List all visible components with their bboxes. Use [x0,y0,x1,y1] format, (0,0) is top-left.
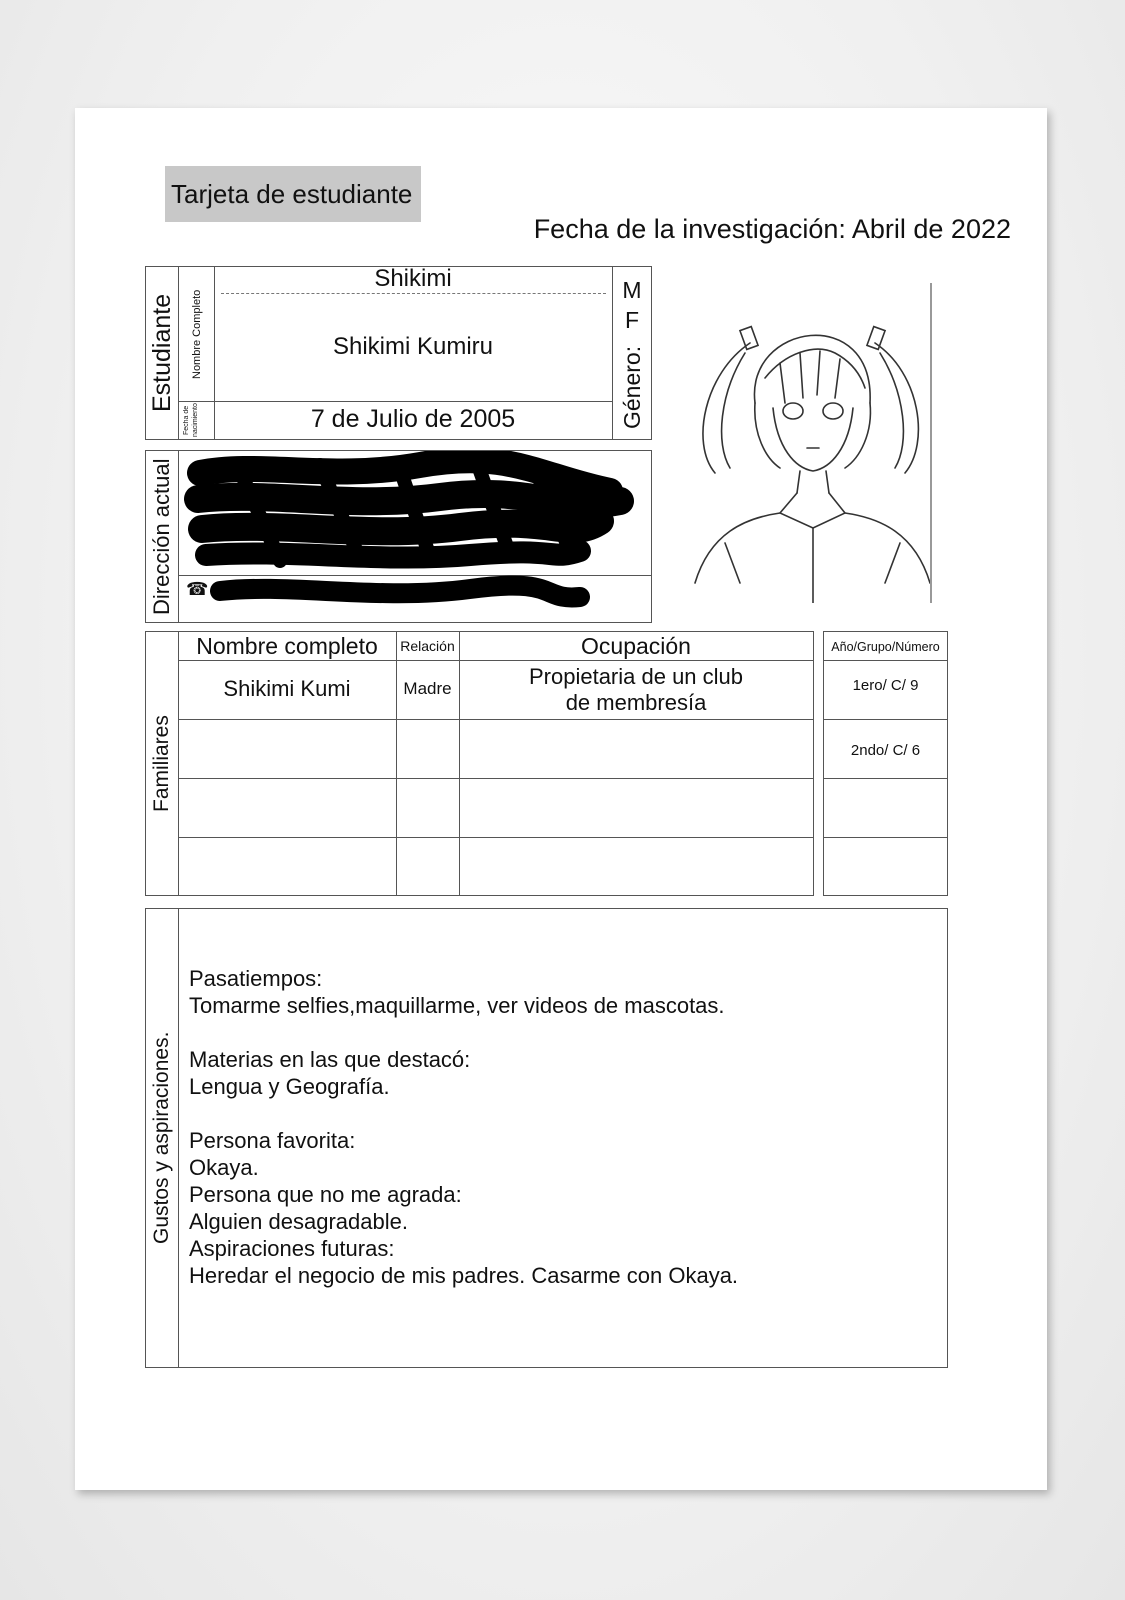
family-header-relation: Relación [400,638,455,654]
interests-box [145,908,948,1368]
name-furigana: Shikimi [374,265,452,292]
occupation-line-2: de membresía [565,690,707,715]
aspirations-value: Heredar el negocio de mis padres. Casarme con Okaya. [189,1263,739,1288]
family-member-relation: Madre [403,679,452,698]
aspirations-label: Aspiraciones futuras: [189,1236,395,1261]
family-box [145,631,814,896]
birth-date-value: 7 de Julio de 2005 [310,405,516,433]
family-header-name: Nombre completo [196,633,378,659]
gender-option-m: M [622,277,642,303]
hobbies-label: Pasatiempos: [189,966,323,991]
full-name-value: Shikimi Kumiru [332,333,494,360]
redacted-address-scribble [180,451,652,626]
grade-box [823,631,948,896]
student-section-label: Estudiante [148,293,176,413]
blank-line [189,1100,939,1127]
student-card-sheet [75,108,1047,1490]
card-title: Tarjeta de estudiante [165,166,421,222]
investigation-date: Fecha de la investigación: Abril de 2022 [533,214,1011,244]
disliked-person-value: Alguien desagradable. [189,1209,408,1234]
favorite-person-label: Persona favorita: [189,1128,356,1153]
student-portrait [685,283,935,603]
student-box [145,266,652,440]
subjects-value: Lengua y Geografía. [189,1074,390,1099]
interests-text [189,965,939,1289]
grade-row-2: 2ndo/ C/ 6 [850,742,921,759]
occupation-line-1: Propietaria de un club [528,664,744,689]
gender-label: Género: [619,345,645,429]
gender-option-f: F [624,307,640,333]
birth-date-label: Fecha de nacimiento [183,403,199,437]
favorite-person-value: Okaya. [189,1155,259,1180]
family-member-occupation [459,664,813,716]
blank-line [189,1019,939,1046]
family-member-name: Shikimi Kumi [223,676,351,701]
hobbies-value: Tomarme selfies,maquillarme, ver videos de mascotas. [189,993,725,1018]
full-name-label: Nombre Completo [191,289,203,379]
family-header-occupation: Ocupación [581,633,691,659]
grade-row-1: 1ero/ C/ 9 [852,677,919,694]
address-box [145,450,652,623]
subjects-label: Materias en las que destacó: [189,1047,471,1072]
interests-section-label: Gustos y aspiraciones. [150,1031,173,1245]
phone-icon: ☎ [186,579,209,599]
grade-header: Año/Grupo/Número [831,640,940,654]
disliked-person-label: Persona que no me agrada: [189,1182,462,1207]
address-section-label: Dirección actual [149,458,174,615]
family-section-label: Familiares [150,715,173,812]
